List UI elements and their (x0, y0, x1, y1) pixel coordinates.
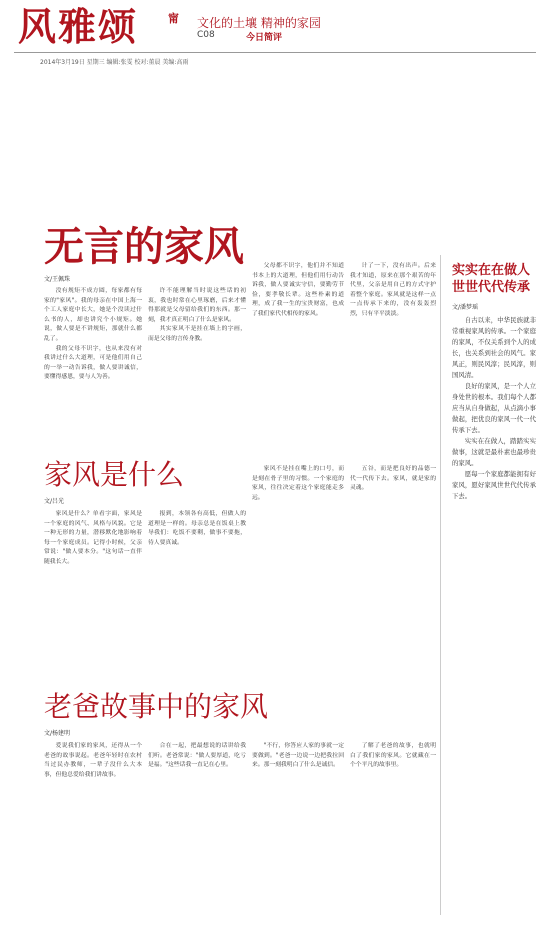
today-label: 今日简评 (246, 33, 283, 43)
sidebar-title-2: 世世代代传承 (452, 280, 531, 295)
article-1-title: 无言的家风 (44, 224, 244, 270)
article-3-byline: 文/杨建明 (44, 730, 71, 737)
article-1-col-2: 许不能理解当时说这些话的初衷，我也时常在心里琢磨，后来才懂得那就是父母留给我们的东西。那一刻，我才真正明白了什么是家风。 其实家风不是挂在墙上的字画，而是父母的言传身教。 (148, 288, 246, 342)
article-3-col-2: 合在一起，把最想说的话讲给我们听。老爸常说："做人要厚道，吃亏是福。"这些话我一直记在心里。 (148, 743, 246, 769)
masthead-brand: 风雅颂 (18, 5, 139, 49)
article-3-col-4: 了解了老爸的故事，也就明白了我们家的家风。它就藏在一个个平凡的故事里。 (350, 743, 436, 769)
article-3-col-3: "不行，你答应人家的事就一定要做到。"老爸一边说一边把我拉回来。那一刻我明白了什么是诚信。 (252, 743, 344, 769)
masthead-rule (14, 52, 536, 53)
sidebar-divider (440, 255, 441, 915)
sidebar-title-1: 实实在在做人 (452, 263, 531, 278)
article-1-col-4: 计了一下，没有出声。后来我才知道，原来在那个艰苦的年代里，父亲是用自己的方式守护着整个家庭。家风就是这样一点一点传承下来的，没有轰轰烈烈，只有平平淡淡。 (350, 263, 436, 317)
masthead-seal: 甯 (168, 12, 179, 25)
article-2-col-3: 家风不是挂在嘴上的口号，而是刻在骨子里的习惯。一个家庭的家风，往往决定着这个家庭能走多远。 (252, 466, 344, 501)
article-2-col-1: 家风是什么？单看字面，家风是一个家庭的风气、风格与风貌。它是一种无形的力量，潜移默化地影响着每一个家庭成员。记得小时候，父亲常说："做人要本分。"这句话一直伴随我长大。 (44, 511, 142, 565)
issue-meta: 2014年3月19日 星期三 编辑:张雯 校对:董晨 美编:高雨 (40, 59, 189, 66)
sidebar-body: 自古以来，中华民族就非常重视家风的传承。一个家庭的家风，不仅关系到个人的成长，也关系到社会的风气。家风正，则民风淳；民风淳，则国风清。 良好的家风，是一个人立身处世的根本。我们每个人都应当从自身做起，从点滴小事做起，把优良的家风一代一代传承下去。 实实在在做人，踏踏实实做事，这就是最朴素也最珍贵的家风。 愿每一个家庭都能拥有好家风，愿好家风世世代代传承下去。 (452, 316, 536, 500)
page-number: C08 (197, 30, 215, 40)
article-1-col-1: 没有规矩不成方圆，每家都有每家的"家风"。我的母亲在中国上海一个工人家庭中长大，她是个没读过什么书的人，却也讲究个小规矩。她说，做人要是不讲规矩，那就什么都乱了。 我的父母不识字，也从来没有对我讲过什么大道理，可是他们用自己的一举一动告诉我，做人要讲诚信，要懂得感恩，要与人为善。 (44, 288, 142, 381)
article-2-col-2: 报到，本领各有高低，但做人的道理是一样的。母亲总是在饭桌上教导我们：吃饭不要剩，做事不要拖，待人要真诚。 (148, 511, 246, 546)
article-1-byline: 文/王佩珠 (44, 276, 71, 283)
article-3-title: 老爸故事中的家风 (44, 690, 269, 723)
sidebar-byline: 文/潘梦瑶 (452, 304, 479, 311)
article-1-col-3: 父母都不识字，他们并不知道书本上的大道理，但他们用行动告诉我，做人要诚实守信，要勤劳节俭，要孝敬长辈。这些朴素的道理，成了我一生的宝贵财富，也成了我们家代代相传的家风。 (252, 263, 344, 317)
article-3-col-1: 爱说我们家的家风，还得从一个老爸的故事说起。老爸年轻时在农村当过民办教师，一辈子没什么大本事，但他总爱给我们讲故事。 (44, 743, 142, 778)
article-2-title: 家风是什么 (44, 458, 185, 491)
article-2-byline: 文/吕光 (44, 498, 65, 505)
article-2-col-4: 五谷，而是把良好的品德一代一代传下去。家风，就是家的灵魂。 (350, 466, 436, 492)
masthead-slogan: 文化的土壤 精神的家园 (197, 16, 321, 30)
